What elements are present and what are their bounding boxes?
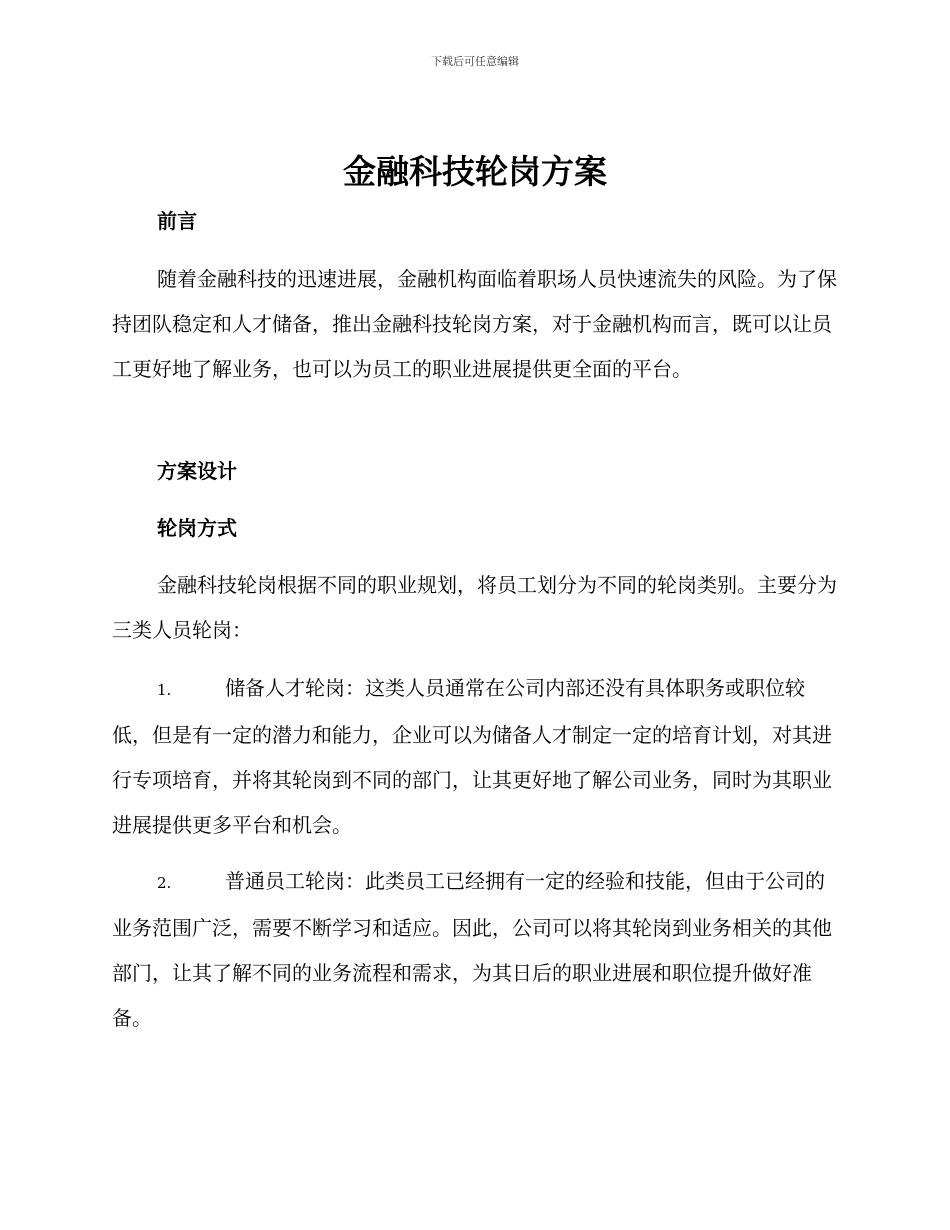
list-item-reserve-talent	[112, 666, 842, 848]
section-heading-preface: 前言	[157, 209, 197, 233]
list-item-number: 1.	[157, 681, 172, 699]
section-heading-method: 轮岗方式	[157, 516, 237, 540]
document-title: 金融科技轮岗方案	[343, 152, 607, 191]
section-heading-design: 方案设计	[157, 459, 237, 483]
list-item-text: 储备人才轮岗：这类人员通常在公司内部还没有具体职务或职位较低，但是有一定的潜力和能力，企业可以为储备人才制定一定的培育计划，对其进行专项培育，并将其轮岗到不同的部门，让其更好地了解公司业务，同时为其职业进展提供更多平台和机会。	[112, 676, 832, 837]
list-item-text: 普通员工轮岗：此类员工已经拥有一定的经验和技能，但由于公司的业务范围广泛，需要不断学习和适应。因此，公司可以将其轮岗到业务相关的其他部门，让其了解不同的业务流程和需求，为其日后的职业进展和职位提升做好准备。	[112, 869, 832, 1030]
paragraph-method-intro: 金融科技轮岗根据不同的职业规划，将员工划分为不同的轮岗类别。主要分为三类人员轮岗：	[112, 573, 837, 642]
paragraph-preface: 随着金融科技的迅速进展，金融机构面临着职场人员快速流失的风险。为了保持团队稳定和人才储备，推出金融科技轮岗方案，对于金融机构而言，既可以让员工更好地了解业务，也可以为员工的职业进展提供更全面的平台。	[112, 267, 837, 381]
list-item-number: 2.	[157, 874, 172, 892]
list-item-regular-staff	[112, 859, 842, 1041]
page-header-note: 下载后可任意编辑	[431, 55, 519, 68]
